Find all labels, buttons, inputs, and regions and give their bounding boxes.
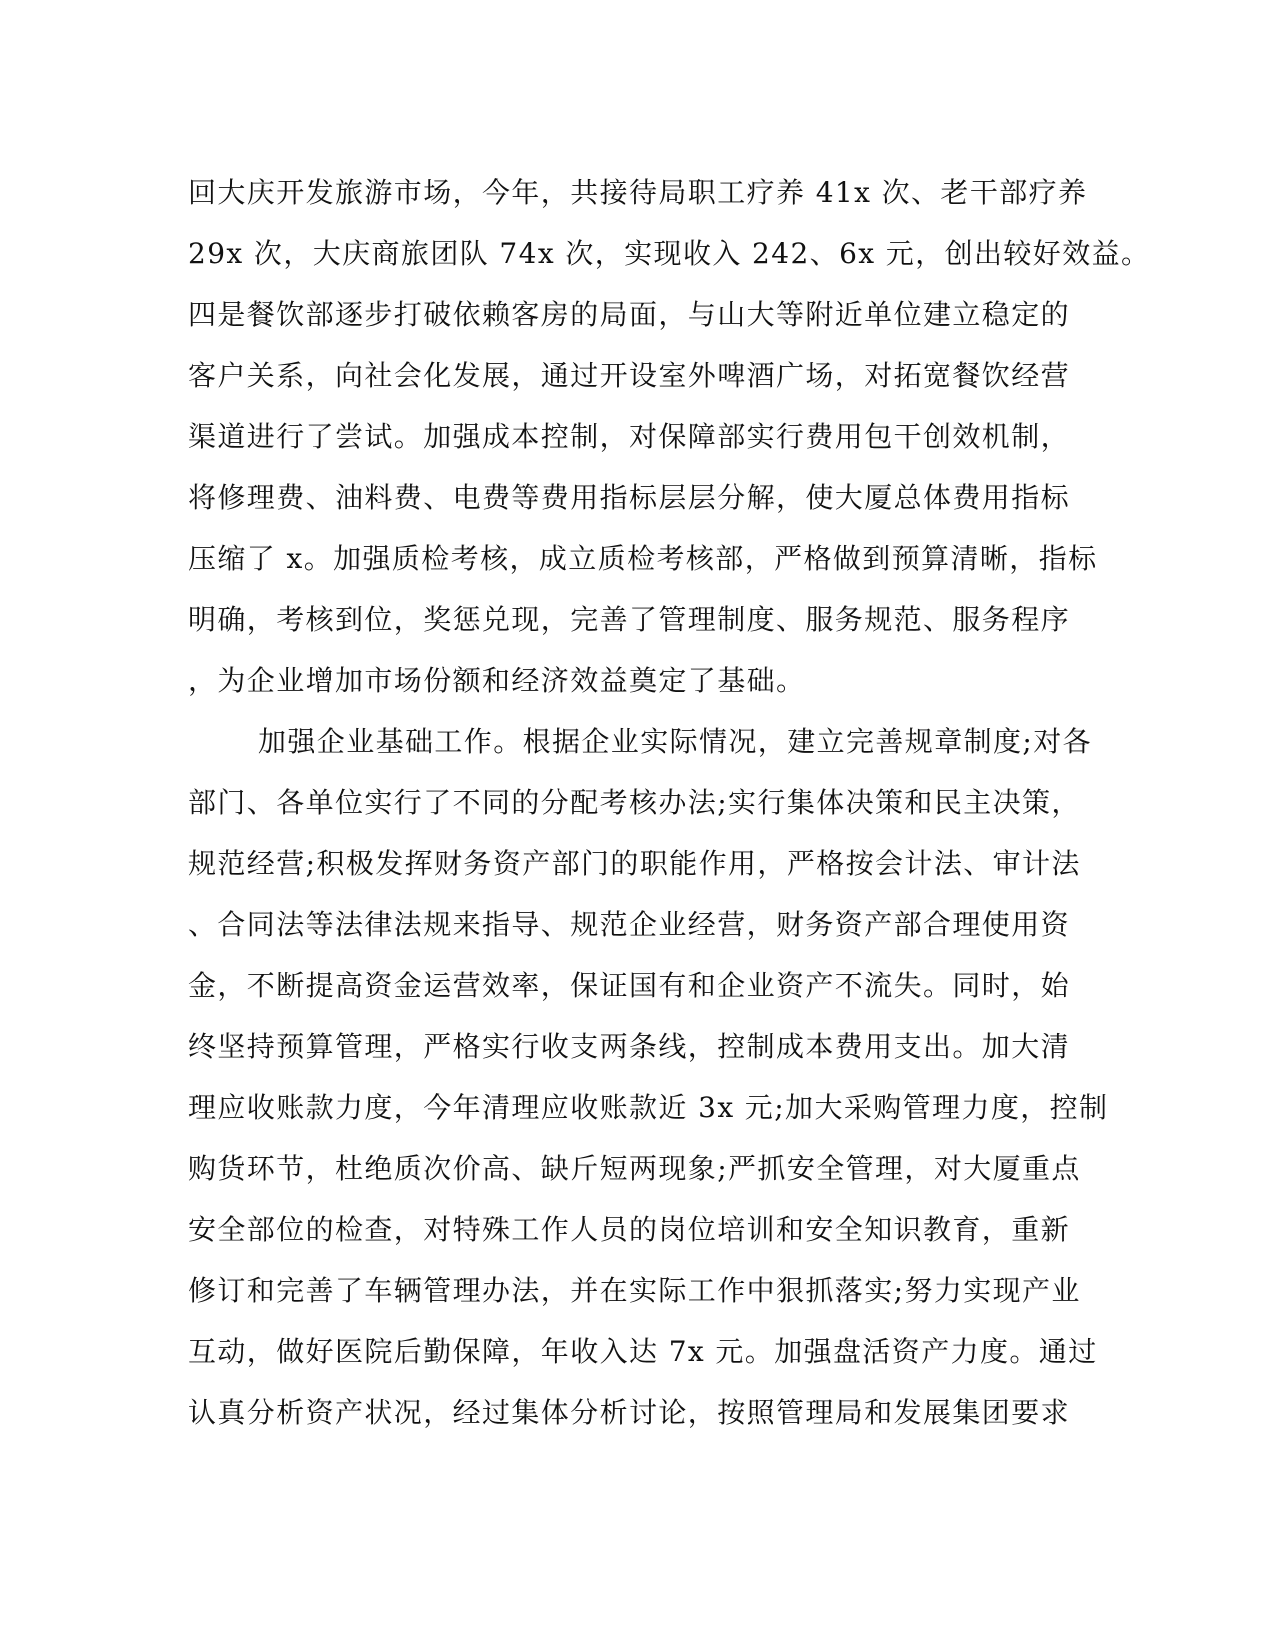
text-line: 理应收账款力度，今年清理应收账款近 3x 元;加大采购管理力度，控制: [188, 1091, 1109, 1124]
text-line: 、合同法等法律法规来指导、规范企业经营，财务资产部合理使用资: [188, 908, 1071, 941]
text-line: 将修理费、油料费、电费等费用指标层层分解，使大厦总体费用指标: [188, 481, 1071, 514]
text-line: 29x 次，大庆商旅团队 74x 次，实现收入 242、6x 元，创出较好效益。: [188, 237, 1151, 270]
text-line: 安全部位的检查，对特殊工作人员的岗位培训和安全知识教育，重新: [188, 1213, 1071, 1246]
text-line: 渠道进行了尝试。加强成本控制，对保障部实行费用包干创效机制，: [188, 420, 1071, 453]
text-line: 互动，做好医院后勤保障，年收入达 7x 元。加强盘活资产力度。通过: [188, 1335, 1098, 1368]
text-line: 明确，考核到位，奖惩兑现，完善了管理制度、服务规范、服务程序: [188, 603, 1071, 636]
body-text: [188, 162, 1151, 1443]
text-line: 购货环节，杜绝质次价高、缺斤短两现象;严抓安全管理，对大厦重点: [188, 1152, 1081, 1185]
text-line: 回大庆开发旅游市场，今年，共接待局职工疗养 41x 次、老干部疗养: [188, 176, 1088, 209]
text-line: 修订和完善了车辆管理办法，并在实际工作中狠抓落实;努力实现产业: [188, 1274, 1081, 1307]
text-line: 终坚持预算管理，严格实行收支两条线，控制成本费用支出。加大清: [188, 1030, 1071, 1063]
text-line: 认真分析资产状况，经过集体分析讨论，按照管理局和发展集团要求: [188, 1396, 1071, 1429]
text-line: 规范经营;积极发挥财务资产部门的职能作用，严格按会计法、审计法: [188, 847, 1081, 880]
text-line: 客户关系，向社会化发展，通过开设室外啤酒广场，对拓宽餐饮经营: [188, 359, 1071, 392]
text-line: 金，不断提高资金运营效率，保证国有和企业资产不流失。同时，始: [188, 969, 1071, 1002]
text-line: ，为企业增加市场份额和经济效益奠定了基础。: [188, 664, 806, 697]
text-line: 压缩了 x。加强质检考核，成立质检考核部，严格做到预算清晰，指标: [188, 542, 1098, 575]
paragraph-first-line: 加强企业基础工作。根据企业实际情况，建立完善规章制度;对各: [258, 725, 1093, 758]
text-line: 四是餐饮部逐步打破依赖客房的局面，与山大等附近单位建立稳定的: [188, 298, 1071, 331]
text-line: 部门、各单位实行了不同的分配考核办法;实行集体决策和民主决策，: [188, 786, 1081, 819]
